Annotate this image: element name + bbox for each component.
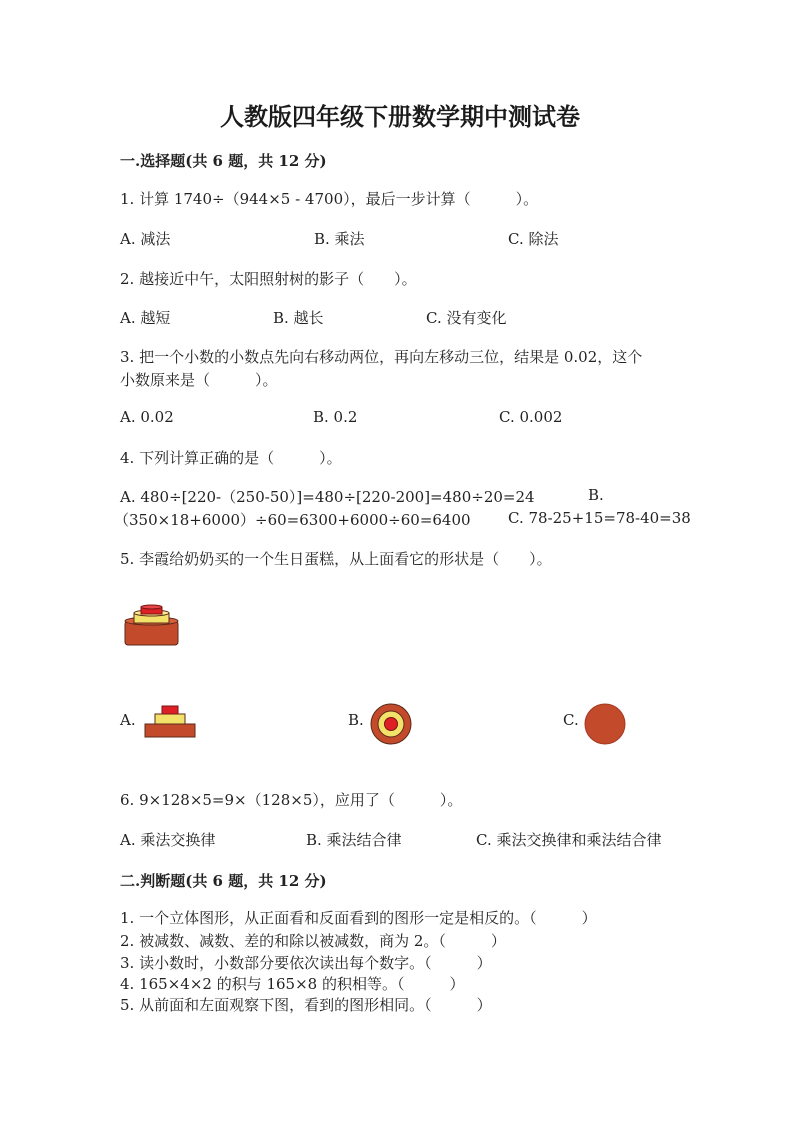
q4-option-a[interactable]: A. 480÷[220-（250-50）]=480÷[220-200]=480÷20=24: [120, 488, 535, 506]
q6-option-a[interactable]: A. 乘法交换律: [120, 831, 216, 849]
q3-option-c[interactable]: C. 0.002: [499, 408, 563, 426]
question-5: 5. 李霞给奶奶买的一个生日蛋糕，从上面看它的形状是（ ）。: [120, 550, 552, 568]
q6-option-c[interactable]: C. 乘法交换律和乘法结合律: [476, 831, 662, 849]
cake-top-view-rings-figure[interactable]: [370, 703, 412, 745]
q5-option-b-label[interactable]: B.: [348, 711, 364, 729]
judgement-item-1: 1. 一个立体图形，从正面看和反面看到的图形一定是相反的。（ ）: [120, 909, 597, 927]
question-2: 2. 越接近中午，太阳照射树的影子（ ）。: [120, 270, 417, 288]
question-6: 6. 9×128×5=9×（128×5），应用了（ ）。: [120, 791, 463, 809]
q2-option-a[interactable]: A. 越短: [120, 309, 171, 327]
q3-option-a[interactable]: A. 0.02: [120, 408, 174, 426]
judgement-item-2: 2. 被减数、减数、差的和除以被减数，商为 2。（ ）: [120, 932, 506, 950]
q1-option-a[interactable]: A. 减法: [120, 230, 171, 248]
q5-option-a-label[interactable]: A.: [120, 711, 136, 729]
q2-option-c[interactable]: C. 没有变化: [426, 309, 507, 327]
section-heading-choice: 一.选择题(共 6 题，共 12 分): [120, 152, 327, 170]
judgement-item-4: 4. 165×4×2 的积与 165×8 的积相等。（ ）: [120, 975, 465, 993]
question-3-line-2: 小数原来是（ ）。: [120, 371, 278, 389]
cake-3d-image: [120, 605, 184, 651]
question-1: 1. 计算 1740÷（944×5 - 4700），最后一步计算（ ）。: [120, 190, 539, 208]
question-3-line-1: 3. 把一个小数的小数点先向右移动两位，再向左移动三位，结果是 0.02，这个: [120, 348, 643, 366]
q3-option-b[interactable]: B. 0.2: [313, 408, 358, 426]
q1-option-c[interactable]: C. 除法: [508, 230, 559, 248]
judgement-item-3: 3. 读小数时，小数部分要依次读出每个数字。（ ）: [120, 954, 492, 972]
q4-option-b[interactable]: （350×18+6000）÷60=6300+6000÷60=6400: [114, 511, 471, 529]
q6-option-b[interactable]: B. 乘法结合律: [306, 831, 402, 849]
q1-option-b[interactable]: B. 乘法: [314, 230, 365, 248]
q4-option-b-label[interactable]: B.: [588, 486, 604, 504]
question-4: 4. 下列计算正确的是（ ）。: [120, 449, 342, 467]
judgement-item-5: 5. 从前面和左面观察下图，看到的图形相同。（ ）: [120, 996, 492, 1014]
page-title: 人教版四年级下册数学期中测试卷: [220, 102, 580, 131]
q4-option-c[interactable]: C. 78-25+15=78-40=38: [508, 509, 691, 527]
q5-option-c-label[interactable]: C.: [563, 711, 579, 729]
solid-circle-figure[interactable]: [584, 703, 626, 745]
cake-front-view-figure[interactable]: [144, 705, 196, 739]
q2-option-b[interactable]: B. 越长: [273, 309, 324, 327]
section-heading-judgement: 二.判断题(共 6 题，共 12 分): [120, 872, 327, 890]
